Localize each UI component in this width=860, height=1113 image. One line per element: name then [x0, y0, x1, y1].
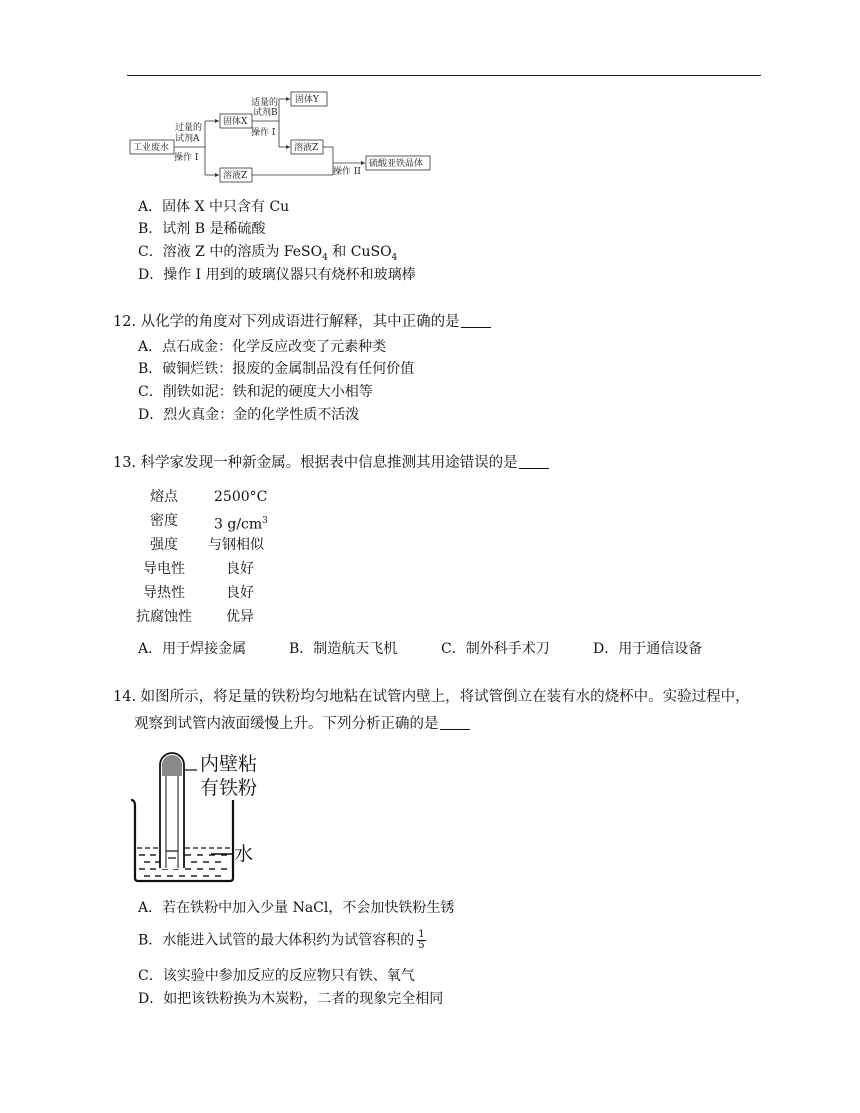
- option-letter: B．: [138, 932, 163, 949]
- option-text: 制造航天飞机: [313, 641, 398, 657]
- table-property: 密度: [150, 513, 178, 529]
- flow-op1-left: 操作 I: [174, 153, 199, 163]
- subscript: 4: [391, 252, 398, 263]
- option-text: 水能进入试管的最大体积约为试管容积的: [162, 932, 415, 949]
- option-letter: A．: [138, 199, 163, 215]
- flow-solid-x: 固体X: [223, 117, 248, 127]
- table-value: 与钢相似: [208, 537, 264, 553]
- table-value: 优异: [226, 609, 254, 625]
- flow-reagent-a-2: 试剂A: [175, 134, 200, 144]
- option-text: 烈火真金：金的化学性质不活泼: [163, 407, 360, 423]
- table-property: 熔点: [150, 489, 178, 505]
- q12-stem: [113, 311, 491, 333]
- q14-stem-line1: [113, 686, 750, 708]
- figure-label-water: 水: [234, 843, 254, 865]
- option-text: 制外科手术刀: [465, 641, 550, 657]
- flow-reagent-a-1: 过量的: [175, 123, 203, 133]
- flow-op2: 操作 II: [333, 167, 361, 177]
- q13-stem: [113, 452, 549, 474]
- option-letter: A．: [138, 339, 163, 355]
- flow-product: 硫酸亚铁晶体: [369, 159, 424, 169]
- q13-option-a[interactable]: [138, 640, 246, 658]
- question-text: 观察到试管内液面缓慢上升。下列分析正确的是: [134, 716, 439, 732]
- figure-label-line: 内壁粘: [200, 753, 258, 775]
- option-letter: D．: [138, 267, 164, 283]
- flow-industrial-waste: 工业废水: [133, 143, 170, 153]
- figure-label-iron: [200, 752, 257, 800]
- option-letter: D．: [138, 407, 164, 423]
- q11-option-c[interactable]: [138, 243, 397, 267]
- option-text: 和 CuSO: [327, 244, 392, 260]
- option-text: 该实验中参加反应的反应物只有铁、氧气: [162, 968, 415, 984]
- answer-blank[interactable]: [519, 454, 549, 469]
- flow-solution-z-bottom: 溶液Z: [223, 171, 248, 181]
- flow-op1-right: 操作 I: [251, 128, 276, 138]
- option-text: 点石成金：化学反应改变了元素种类: [162, 339, 387, 355]
- fraction-numerator: 1: [418, 929, 425, 940]
- question-text: 13. 科学家发现一种新金属。根据表中信息推测其用途错误的是: [113, 455, 518, 471]
- table-property: 强度: [150, 537, 178, 553]
- q13-option-b[interactable]: [289, 640, 397, 658]
- option-letter: D．: [593, 641, 619, 657]
- option-letter: C．: [138, 968, 163, 984]
- flow-solution-z-top: 溶液Z: [294, 143, 319, 153]
- option-letter: B．: [138, 221, 163, 237]
- fraction: [417, 930, 425, 951]
- q14-option-c[interactable]: [138, 967, 415, 985]
- option-text: 破铜烂铁：报废的金属制品没有任何价值: [162, 361, 415, 377]
- option-text: 削铁如泥：铁和泥的硬度大小相等: [162, 384, 373, 400]
- q14-stem-line2: [134, 713, 470, 735]
- option-text: 用于焊接金属: [162, 641, 247, 657]
- header-rule: [127, 75, 761, 76]
- q12-option-b[interactable]: [138, 360, 414, 378]
- q14-option-b[interactable]: [138, 930, 426, 951]
- table-value: 2500°C: [214, 489, 268, 505]
- table-value: [214, 512, 268, 534]
- fraction-denominator: 5: [418, 940, 425, 951]
- q12-option-c[interactable]: [138, 383, 373, 401]
- option-text: 操作 I 用到的玻璃仪器只有烧杯和玻璃棒: [163, 267, 416, 283]
- option-text: 溶液 Z 中的溶质为 FeSO: [162, 244, 323, 260]
- q12-option-d[interactable]: [138, 406, 359, 424]
- property-table: [130, 488, 290, 628]
- option-text: 试剂 B 是稀硫酸: [162, 221, 266, 237]
- option-text: 固体 X 中只含有 Cu: [162, 199, 290, 215]
- flow-reagent-b-2: 试剂B: [253, 108, 278, 118]
- q11-option-d[interactable]: [138, 266, 416, 284]
- question-text: 14. 如图所示，将足量的铁粉均匀地粘在试管内壁上，将试管倒立在装有水的烧杯中。实验过程中，: [113, 689, 750, 705]
- option-text: 如把该铁粉换为木炭粉，二者的现象完全相同: [163, 991, 444, 1007]
- option-letter: B．: [138, 361, 163, 377]
- process-flowchart: [125, 85, 435, 185]
- value-text: 3 g/cm: [214, 516, 263, 533]
- q14-option-d[interactable]: [138, 990, 443, 1008]
- table-value: 良好: [226, 585, 254, 601]
- q13-option-d[interactable]: [593, 640, 702, 658]
- superscript: 3: [262, 516, 268, 526]
- option-text: 用于通信设备: [618, 641, 703, 657]
- q11-option-a[interactable]: [138, 198, 289, 216]
- flow-solid-y: 固体Y: [295, 95, 319, 105]
- figure-label-line: 有铁粉: [200, 777, 258, 799]
- option-letter: A．: [138, 641, 163, 657]
- option-letter: C．: [441, 641, 466, 657]
- table-property: 导热性: [143, 585, 185, 601]
- answer-blank[interactable]: [440, 715, 470, 730]
- option-letter: C．: [138, 244, 163, 260]
- q13-option-c[interactable]: [441, 640, 550, 658]
- option-text: 若在铁粉中加入少量 NaCl，不会加快铁粉生锈: [162, 900, 455, 916]
- table-value: 良好: [226, 561, 254, 577]
- q11-option-b[interactable]: [138, 220, 266, 238]
- q14-option-a[interactable]: [138, 899, 454, 917]
- answer-blank[interactable]: [461, 313, 491, 328]
- question-text: 12. 从化学的角度对下列成语进行解释，其中正确的是: [113, 314, 460, 330]
- subscript: 4: [322, 252, 328, 263]
- option-letter: D．: [138, 991, 164, 1007]
- option-letter: A．: [138, 900, 163, 916]
- flow-reagent-b-1: 适量的: [251, 98, 279, 108]
- table-property: 抗腐蚀性: [136, 609, 192, 625]
- table-property: 导电性: [143, 561, 185, 577]
- q12-option-a[interactable]: [138, 338, 386, 356]
- option-letter: C．: [138, 384, 163, 400]
- option-letter: B．: [289, 641, 314, 657]
